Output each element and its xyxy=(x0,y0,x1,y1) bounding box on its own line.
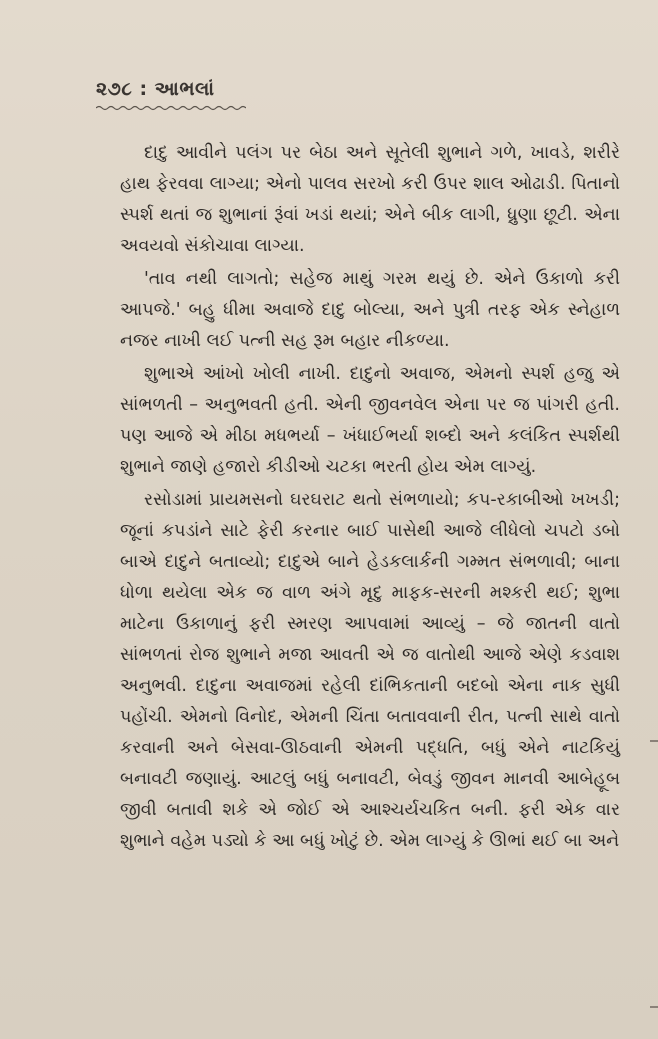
wavy-underline-ornament xyxy=(96,105,246,111)
margin-tick xyxy=(650,1006,658,1008)
body-text xyxy=(120,138,620,857)
page-number: ૨૭૮ xyxy=(96,78,133,100)
paragraph-2: 'તાવ નથી લાગતો; સહેજ માથું ગરમ થયું છે. એને ઉકાળો કરી આપજે.' બહુ ધીમા અવાજે દાદુ બોલ્યા, અને પુત્રી તરફ એક સ્નેહાળ નજર નાખી લઈ પત્ની સહ રૂમ બહાર નીકળ્યા. xyxy=(120,269,620,351)
book-title: આભલાં xyxy=(154,78,215,100)
paragraph-1: દાદુ આવીને પલંગ પર બેઠા અને સૂતેલી શુભાને ગળે, ખાવડે, શરીરે હાથ ફેરવવા લાગ્યા; એનો પાલવ સરખો કરી ઉપર શાલ ઓઢાડી. પિતાનો સ્પર્શ થતાં જ શુભાનાં રૂંવાં ખડાં થયાં; એને બીક લાગી, ધ્રુણા છૂટી. એના અવયવો સંકોચાવા લાગ્યા. xyxy=(120,143,620,256)
header-separator: : xyxy=(139,78,148,100)
margin-tick xyxy=(650,740,658,742)
running-header xyxy=(96,78,215,100)
paragraph-3: શુભાએ આંખો ખોલી નાખી. દાદુનો અવાજ, એમનો સ્પર્શ હજુ એ સાંભળતી – અનુભવતી હતી. એની જીવનવેલ એના પર જ પાંગરી હતી. પણ આજે એ મીઠા મધભર્યા – ખંધાઈભર્યા શબ્દો અને કલંકિત સ્પર્શથી શુભાને જાણે હજારો કીડીઓ ચટકા ભરતી હોય એમ લાગ્યું. xyxy=(120,364,620,477)
paragraph-4: રસોડામાં પ્રાયમસનો ઘરઘરાટ થતો સંભળાયો; કપ-રકાબીઓ ખખડી; જૂનાં કપડાંને સાટે ફેરી કરનાર બાઈ પાસેથી આજે લીધેલો ચપટો ડબો બાએ દાદુને બતાવ્યો; દાદુએ બાને હેડકલાર્કની ગમ્મત સંભળાવી; બાના ધોળા થયેલા એક જ વાળ અંગે મૃદુ માફક-સરની મશ્કરી થઈ; શુભા માટેના ઉકાળાનું ફરી સ્મરણ આપવામાં આવ્યું – જે જાતની વાતો સાંભળતાં રોજ શુભાને મજા આવતી એ જ વાતોથી આજે એણે કડવાશ અનુભવી. દાદુના અવાજમાં રહેલી દાંભિકતાની બદબો એના નાક સુધી પહોંચી. એમનો વિનોદ, એમની ચિંતા બતાવવાની રીત, પત્ની સાથે વાતો કરવાની અને બેસવા-ઊઠવાની એમની પદ્ધતિ, બધું એને નાટકિયું બનાવટી જણાયું. આટલું બધું બનાવટી, બેવડું જીવન માનવી આબેહૂબ જીવી બતાવી શકે એ જોઈ એ આશ્ચર્યચકિત બની. ફરી એક વાર શુભાને વહેમ પડ્યો કે આ બધું ખોટું છે. એમ લાગ્યું કે ઊભાં થઈ બા અને xyxy=(120,490,620,851)
